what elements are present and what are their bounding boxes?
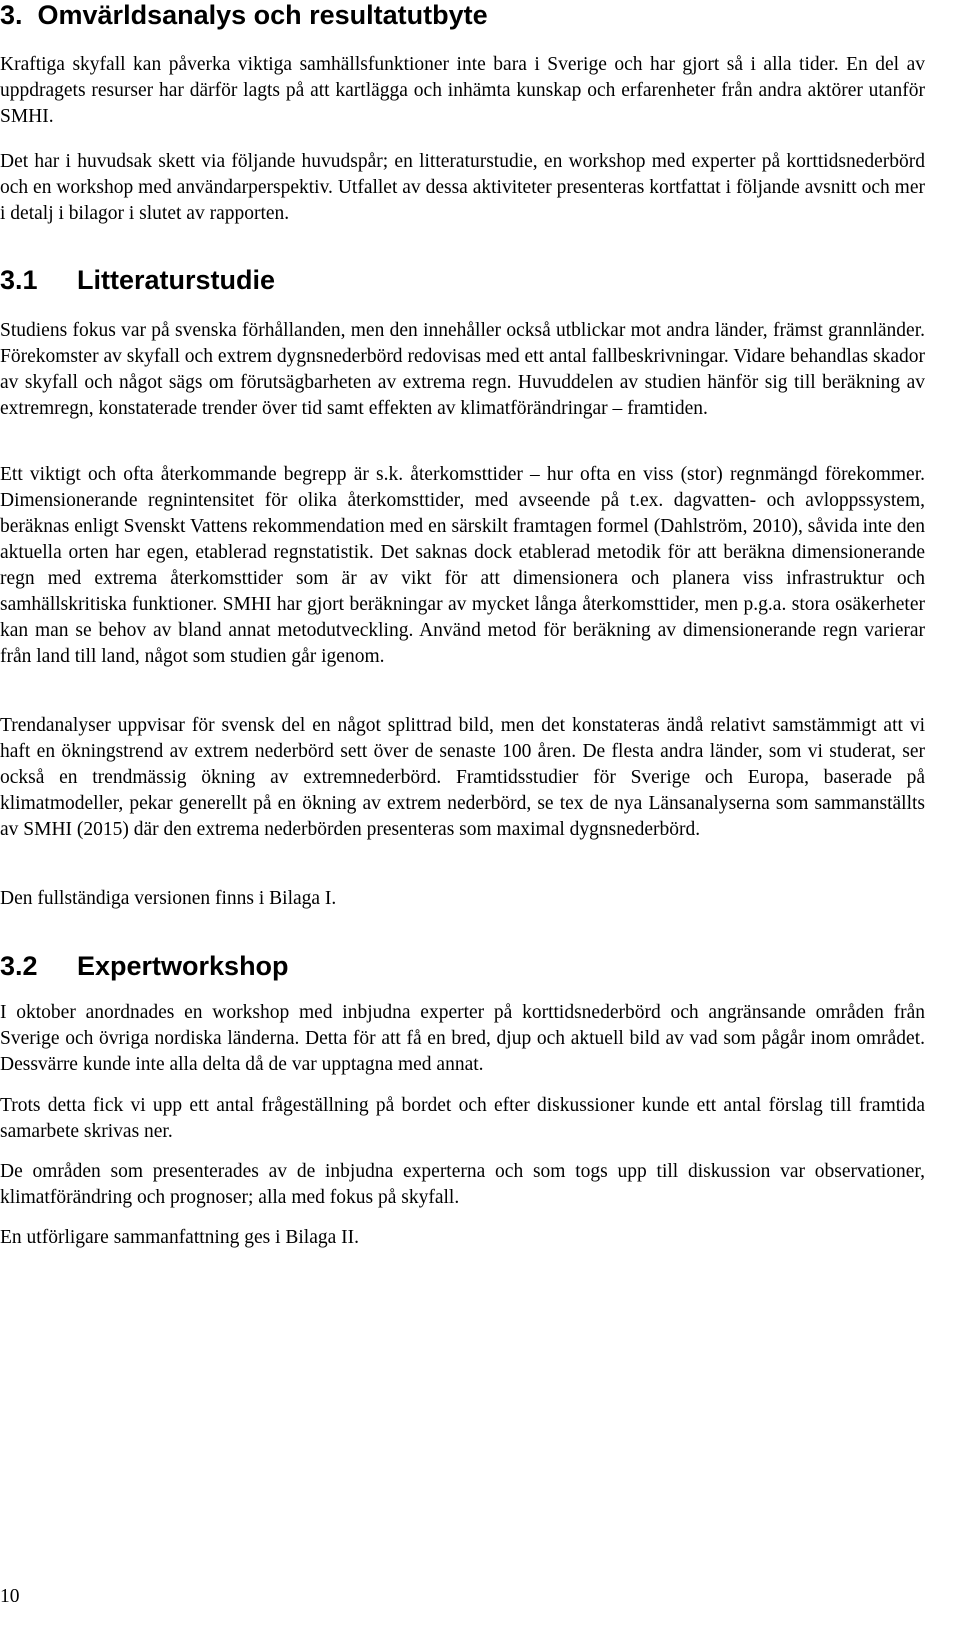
litteraturstudie-paragraph-4: Den fullständiga versionen finns i Bilaga I. xyxy=(0,888,337,909)
section-approach-paragraph: Det har i huvudsak skett via följande huvudspår; en litteraturstudie, en workshop med experter på korttidsnederbörd och en workshop med användarperspektiv. Utfallet av dessa aktiviteter presenteras kortfattat i följande avsnitt och mer i detalj i bilagor i slutet av rapporten. xyxy=(0,151,925,224)
section-heading: 3. Omvärldsanalys och resultatutbyte xyxy=(0,0,488,30)
section-intro-paragraph: Kraftiga skyfall kan påverka viktiga samhällsfunktioner inte bara i Sverige och har gjort så i alla tider. En del av uppdragets resurser har därför lagts på att kartlägga och inhämta kunskap och erfarenheter från andra aktörer utanför SMHI. xyxy=(0,54,925,127)
subsection-title: Litteraturstudie xyxy=(77,265,276,295)
litteraturstudie-paragraph-1: Studiens fokus var på svenska förhållanden, men den innehåller också utblickar mot andra länder, främst grannländer. Förekomster av skyfall och extrem dygnsnederbörd redovisas med ett antal fallbeskrivningar. Vidare behandlas skador av skyfall och något sägs om förutsägbarheten av extrema regn. Huvuddelen av studien hänför sig till beräkning av extremregn, konstaterade trender över tid samt effekten av klimatförändringar – framtiden. xyxy=(0,320,925,419)
subsection-number: 3.1 xyxy=(0,265,38,295)
expertworkshop-paragraph-1: I oktober anordnades en workshop med inbjudna experter på korttidsnederbörd och angränsande områden från Sverige och övriga nordiska länderna. Detta för att få en bred, djup och aktuell bild av vad som pågår inom området. Dessvärre kunde inte alla delta då de var upptagna med annat. xyxy=(0,1002,925,1075)
expertworkshop-paragraph-3: De områden som presenterades av de inbjudna experterna och som togs upp till diskussion var observationer, klimatförändring och prognoser; alla med fokus på skyfall. xyxy=(0,1161,925,1208)
subsection-heading-litteraturstudie xyxy=(0,265,275,295)
subsection-heading-expertworkshop xyxy=(0,951,289,981)
litteraturstudie-paragraph-2: Ett viktigt och ofta återkommande begrepp är s.k. återkomsttider – hur ofta en viss (stor) regnmängd förekommer. Dimensionerande regnintensitet för olika återkomsttider, med avseende på t.ex. dagvatten- och avloppssystem, beräknas enligt Svenskt Vattens rekommendation med en särskilt framtagen formel (Dahlström, 2010), såvida inte den aktuella orten har egen, etablerad regnstatistik. Det saknas dock etablerad metodik för att beräkna dimensionerande regn med extrema återkomsttider som är av vikt för att dimensionera och planera viss infrastruktur och samhällskritiska funktioner. SMHI har gjort beräkningar av mycket långa återkomsttider, men p.g.a. stora osäkerheter kan man se behov av bland annat metodutveckling. Använd metod för beräkning av dimensionerande regn varierar från land till land, något som studien går igenom. xyxy=(0,464,925,667)
expertworkshop-paragraph-2: Trots detta fick vi upp ett antal frågeställning på bordet och efter diskussioner kunde ett antal förslag till framtida samarbete skrivas ner. xyxy=(0,1095,925,1142)
litteraturstudie-paragraph-3: Trendanalyser uppvisar för svensk del en något splittrad bild, men det konstateras ändå relativt samstämmigt att vi haft en ökningstrend av extrem nederbörd sett över de senaste 100 åren. De flesta andra länder, som vi studerat, ser också en trendmässig ökning av extremnederbörd. Framtidsstudier för Sverige och Europa, baserade på klimatmodeller, pekar generellt på en ökning av extrem nederbörd, se tex de nya Länsanalyserna som sammanställts av SMHI (2015) där den extrema nederbörden presenteras som maximal dygnsnederbörd. xyxy=(0,715,925,840)
subsection-title: Expertworkshop xyxy=(77,951,289,981)
subsection-number: 3.2 xyxy=(0,951,38,981)
page-number: 10 xyxy=(0,1586,20,1607)
expertworkshop-paragraph-4: En utförligare sammanfattning ges i Bilaga II. xyxy=(0,1227,360,1248)
